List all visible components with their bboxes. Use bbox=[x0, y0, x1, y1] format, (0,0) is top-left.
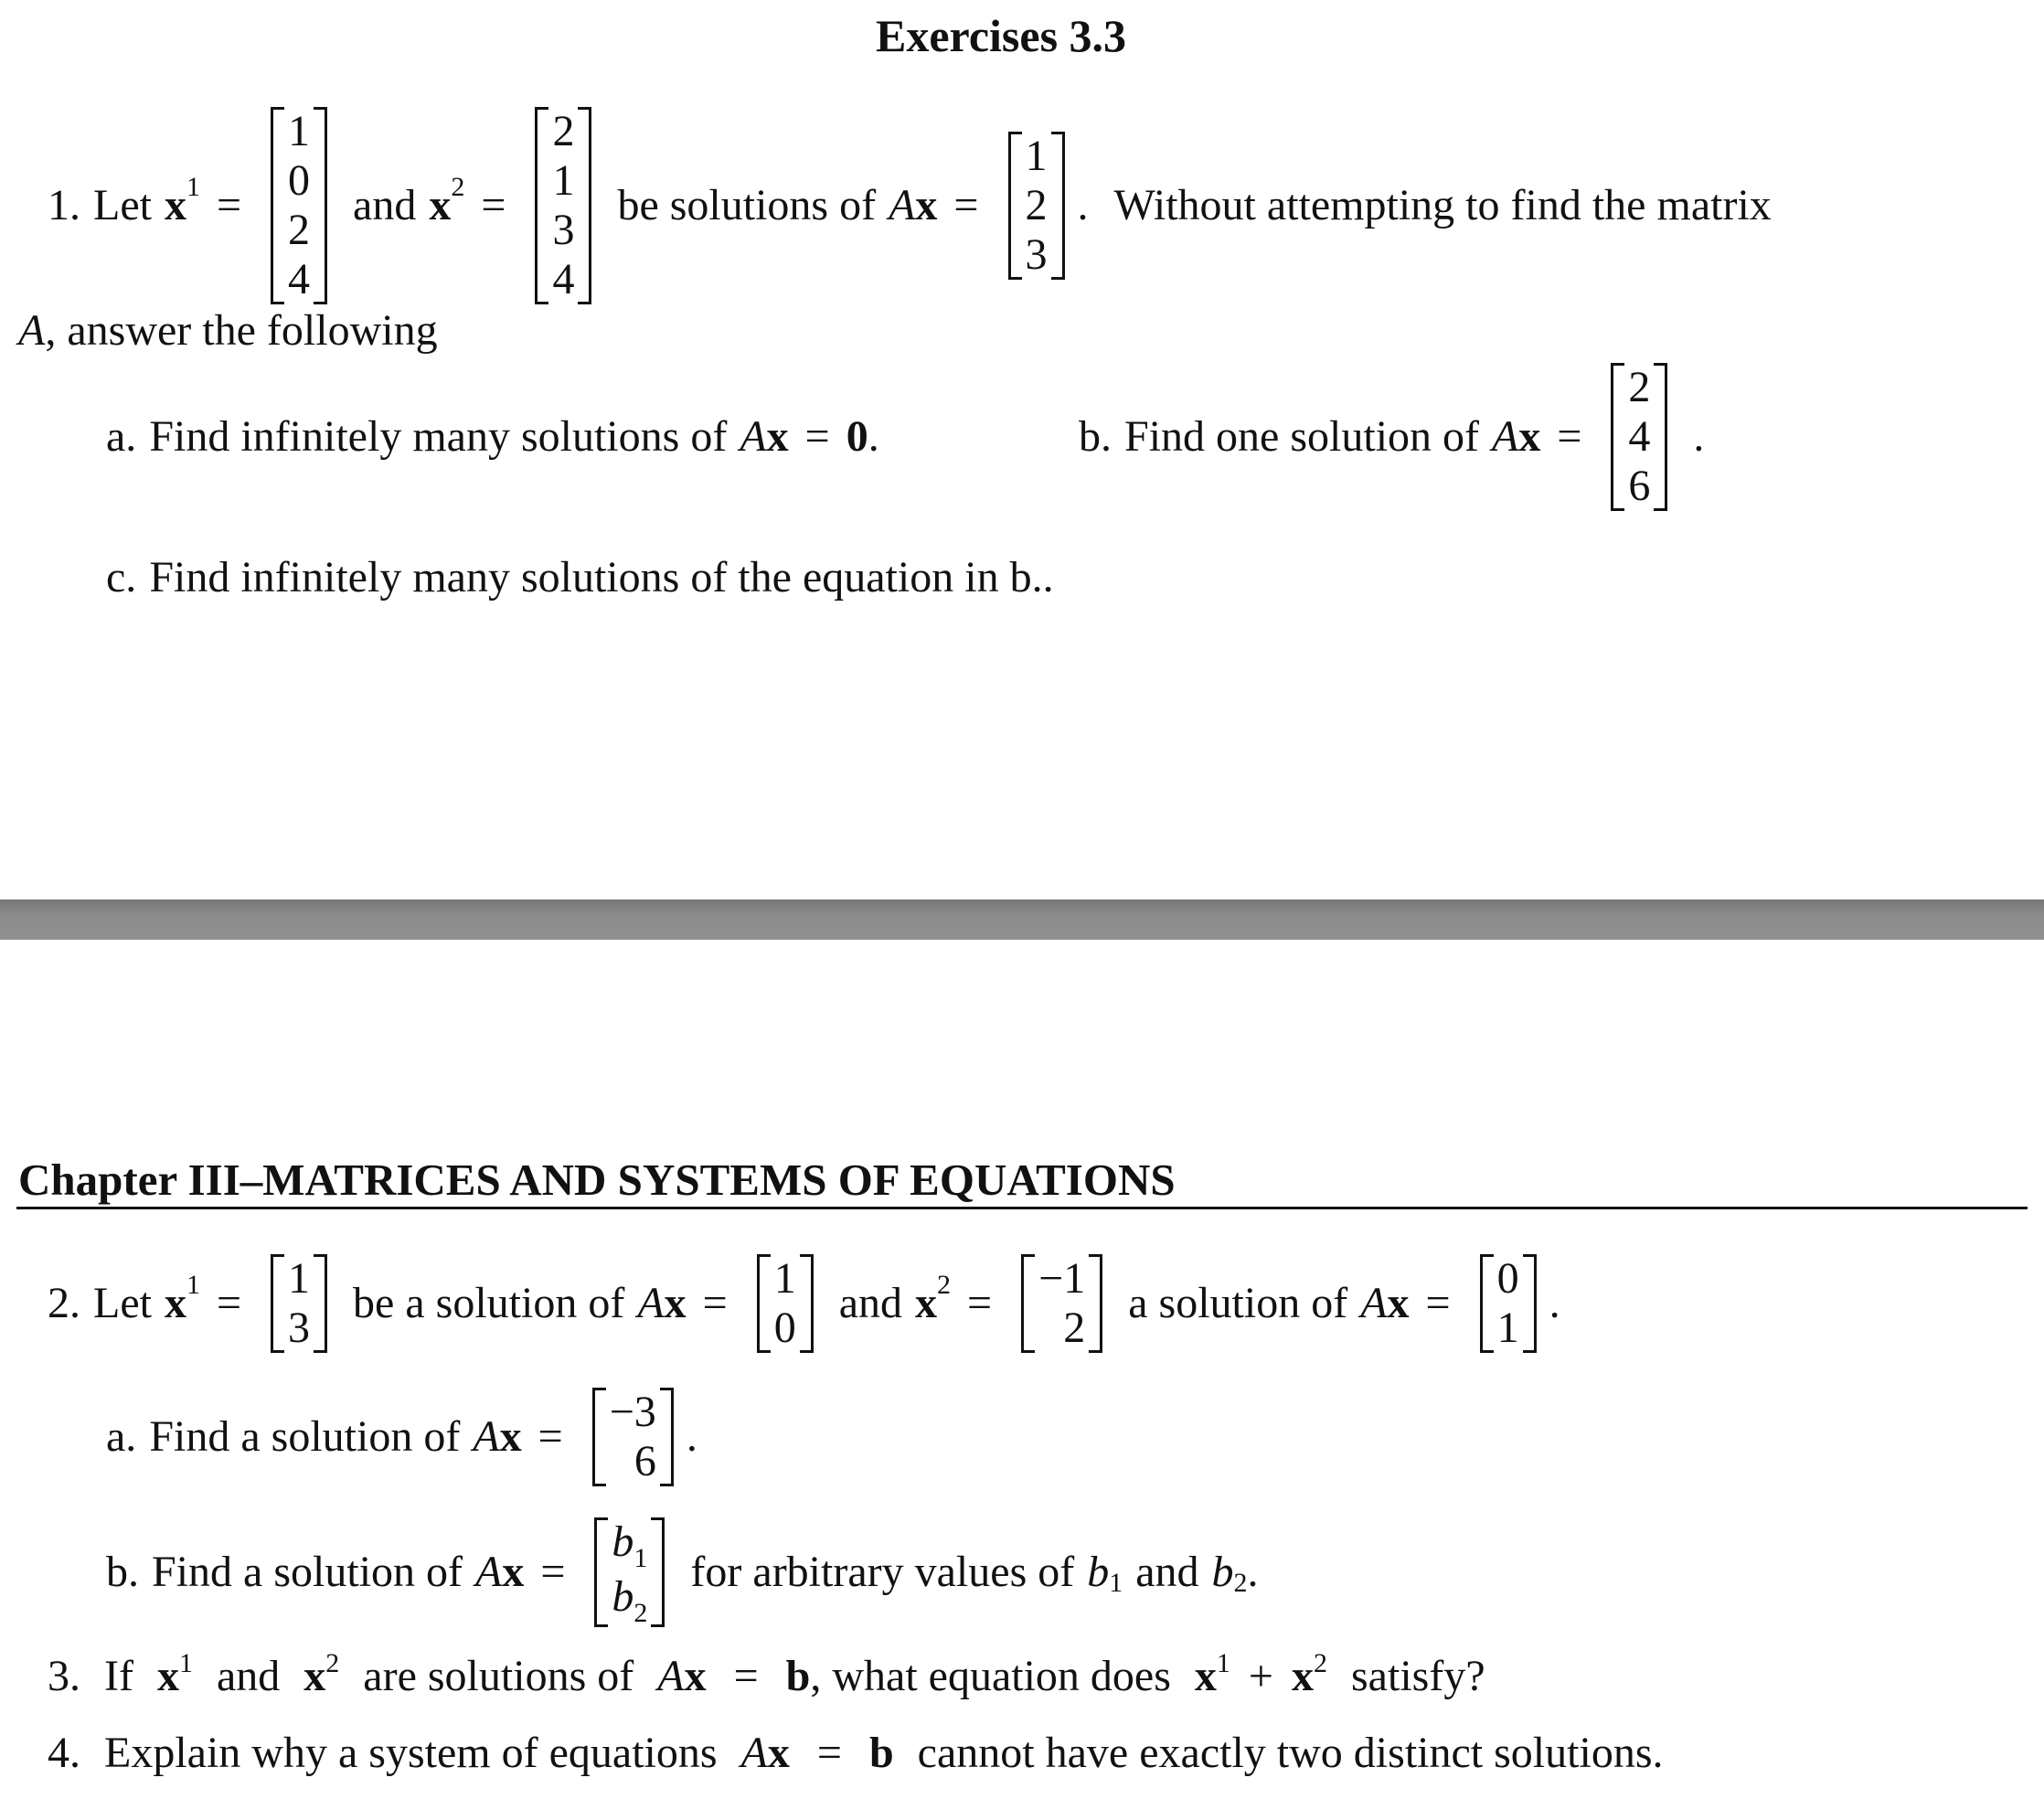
matrix-entry: 2 bbox=[552, 107, 575, 155]
matrix-A: A bbox=[1492, 412, 1519, 461]
chapter-header: Chapter III–MATRICES AND SYSTEMS OF EQUATIONS bbox=[18, 1155, 1176, 1205]
equals-sign: = bbox=[953, 181, 979, 229]
superscript: 2 bbox=[937, 1270, 952, 1300]
part-label: b. bbox=[106, 1548, 139, 1596]
matrix-x2 bbox=[535, 107, 591, 304]
zero-vector: 0 bbox=[846, 412, 868, 461]
equals-sign: = bbox=[216, 181, 242, 229]
symbol-b: b bbox=[1211, 1548, 1234, 1596]
vector-x: x bbox=[1387, 1279, 1410, 1327]
matrix-entry: 2 bbox=[1628, 363, 1651, 411]
word-let: Let bbox=[93, 1279, 152, 1327]
word-and: and bbox=[1135, 1548, 1199, 1596]
page-divider bbox=[0, 900, 2044, 940]
matrix-x1 bbox=[271, 1254, 327, 1353]
vector-b: b bbox=[868, 1729, 894, 1777]
vector-x: x bbox=[684, 1652, 707, 1700]
matrix-entry bbox=[597, 1517, 662, 1572]
vector-x: x bbox=[429, 181, 452, 229]
phrase: , what equation does bbox=[810, 1652, 1171, 1700]
equals-sign: = bbox=[804, 412, 830, 461]
matrix-b-symbolic bbox=[594, 1517, 665, 1627]
part-label: b. bbox=[1079, 412, 1112, 461]
period: . bbox=[1077, 181, 1089, 229]
matrix-x1 bbox=[271, 107, 327, 304]
problem-1c bbox=[106, 553, 1054, 601]
matrix-entry: 1 bbox=[288, 1254, 311, 1303]
matrix-A: A bbox=[1360, 1279, 1388, 1327]
part-label: a. bbox=[106, 412, 137, 461]
phrase: Without attempting to find the matrix bbox=[1113, 181, 1772, 229]
matrix-A: A bbox=[637, 1279, 665, 1327]
word-if: If bbox=[104, 1652, 133, 1700]
problem-number: 4. bbox=[48, 1729, 80, 1777]
matrix-entry: 0 bbox=[1496, 1254, 1519, 1303]
matrix-b bbox=[1611, 363, 1667, 511]
problem-1b bbox=[1079, 357, 1704, 517]
matrix-entry: 3 bbox=[552, 206, 575, 254]
equals-sign: = bbox=[538, 1412, 563, 1461]
matrix-entry: 4 bbox=[552, 255, 575, 303]
phrase: , answer the following bbox=[45, 306, 438, 355]
symbol-b: b bbox=[612, 1517, 634, 1566]
matrix-A: A bbox=[657, 1652, 685, 1700]
matrix-A: A bbox=[18, 306, 46, 355]
symbol-b: b bbox=[612, 1572, 634, 1621]
matrix-A: A bbox=[740, 1729, 768, 1777]
matrix-entry: −3 bbox=[609, 1388, 656, 1436]
vector-x: x bbox=[1194, 1652, 1217, 1700]
matrix-A: A bbox=[475, 1548, 503, 1596]
phrase: cannot have exactly two distinct solutions. bbox=[917, 1729, 1664, 1777]
matrix-entry bbox=[597, 1572, 662, 1627]
vector-x: x bbox=[915, 1279, 938, 1327]
phrase: Explain why a system of equations bbox=[104, 1729, 718, 1777]
vector-x: x bbox=[664, 1279, 687, 1327]
matrix-entry: 1 bbox=[288, 107, 311, 155]
phrase: Find a solution of bbox=[152, 1548, 463, 1596]
equals-sign: = bbox=[216, 1279, 242, 1327]
problem-1-line bbox=[48, 106, 1772, 305]
equals-sign: = bbox=[540, 1548, 566, 1596]
phrase: Find infinitely many solutions of the equation in b.. bbox=[149, 553, 1054, 601]
superscript: 2 bbox=[1314, 1648, 1327, 1678]
equals-sign: = bbox=[967, 1279, 993, 1327]
vector-x: x bbox=[499, 1412, 522, 1461]
subscript: 2 bbox=[1233, 1568, 1248, 1598]
matrix-entry: 6 bbox=[633, 1437, 656, 1485]
superscript: 1 bbox=[178, 1648, 193, 1678]
vector-x: x bbox=[1292, 1652, 1314, 1700]
period: . bbox=[1549, 1279, 1560, 1327]
problem-1a bbox=[106, 411, 879, 463]
vector-x: x bbox=[767, 1729, 790, 1777]
vector-b: b bbox=[785, 1652, 811, 1700]
problem-3 bbox=[48, 1648, 1485, 1700]
problem-number: 3. bbox=[48, 1652, 80, 1700]
matrix-entry: 4 bbox=[1628, 412, 1651, 461]
vector-x: x bbox=[303, 1652, 326, 1700]
period: . bbox=[1693, 412, 1705, 461]
matrix-entry: −1 bbox=[1038, 1254, 1086, 1303]
matrix-rhs1 bbox=[757, 1254, 814, 1353]
vector-x: x bbox=[164, 1279, 186, 1327]
matrix-entry: 2 bbox=[1063, 1304, 1086, 1352]
matrix-entry: 1 bbox=[773, 1254, 796, 1303]
part-label: a. bbox=[106, 1412, 137, 1461]
period: . bbox=[868, 412, 879, 461]
header-rule bbox=[16, 1207, 2028, 1209]
matrix-entry: 1 bbox=[552, 156, 575, 205]
phrase: be solutions of bbox=[617, 181, 877, 229]
vector-x: x bbox=[915, 181, 938, 229]
matrix-A: A bbox=[473, 1412, 500, 1461]
problem-2a bbox=[106, 1382, 697, 1492]
matrix-entry: 0 bbox=[773, 1304, 796, 1352]
equals-sign: = bbox=[1425, 1279, 1451, 1327]
matrix-rhs2 bbox=[1480, 1254, 1537, 1353]
phrase: Find a solution of bbox=[149, 1412, 461, 1461]
matrix-entry: 3 bbox=[288, 1304, 311, 1352]
word-let: Let bbox=[93, 181, 152, 229]
period: . bbox=[1247, 1548, 1259, 1596]
vector-x: x bbox=[766, 412, 789, 461]
part-label: c. bbox=[106, 553, 137, 601]
superscript: 1 bbox=[186, 1270, 200, 1300]
matrix-entry: 2 bbox=[1025, 181, 1048, 229]
equals-sign: = bbox=[816, 1729, 842, 1777]
equals-sign: = bbox=[702, 1279, 728, 1327]
superscript: 2 bbox=[451, 172, 465, 202]
matrix-a bbox=[592, 1388, 674, 1486]
problem-2b bbox=[106, 1517, 1259, 1627]
equals-sign: = bbox=[733, 1652, 759, 1700]
phrase: for arbitrary values of bbox=[690, 1548, 1075, 1596]
vector-x: x bbox=[156, 1652, 179, 1700]
word-and: and bbox=[216, 1652, 281, 1700]
matrix-rhs bbox=[1008, 132, 1065, 280]
symbol-b: b bbox=[1087, 1548, 1110, 1596]
page-title: Exercises 3.3 bbox=[876, 10, 1127, 61]
vector-x: x bbox=[164, 181, 186, 229]
phrase: are solutions of bbox=[363, 1652, 634, 1700]
subscript: 1 bbox=[1109, 1568, 1123, 1598]
problem-number: 2. bbox=[48, 1279, 80, 1327]
word-and: and bbox=[353, 181, 417, 229]
subscript: 2 bbox=[633, 1598, 648, 1628]
vector-x: x bbox=[1518, 412, 1541, 461]
problem-2-line bbox=[48, 1249, 1560, 1358]
phrase: satisfy? bbox=[1351, 1652, 1485, 1700]
superscript: 1 bbox=[1216, 1648, 1230, 1678]
phrase: be a solution of bbox=[353, 1279, 625, 1327]
matrix-entry: 6 bbox=[1628, 462, 1651, 510]
problem-number: 1. bbox=[48, 181, 80, 229]
matrix-x2 bbox=[1021, 1254, 1102, 1353]
word-and: and bbox=[838, 1279, 903, 1327]
equals-sign: = bbox=[1557, 412, 1582, 461]
matrix-entry: 3 bbox=[1025, 230, 1048, 279]
matrix-entry: 1 bbox=[1025, 132, 1048, 180]
superscript: 1 bbox=[186, 172, 200, 202]
problem-1-line-2 bbox=[18, 306, 438, 355]
phrase: Find one solution of bbox=[1124, 412, 1480, 461]
matrix-entry: 0 bbox=[288, 156, 311, 205]
matrix-entry: 4 bbox=[288, 255, 311, 303]
phrase: a solution of bbox=[1128, 1279, 1348, 1327]
problem-4 bbox=[48, 1731, 1664, 1775]
matrix-entry: 2 bbox=[288, 206, 311, 254]
matrix-A: A bbox=[889, 181, 916, 229]
superscript: 2 bbox=[325, 1648, 340, 1678]
period: . bbox=[686, 1412, 697, 1461]
equals-sign: = bbox=[481, 181, 506, 229]
subscript: 1 bbox=[633, 1543, 648, 1573]
phrase: Find infinitely many solutions of bbox=[149, 412, 728, 461]
matrix-A: A bbox=[740, 412, 767, 461]
matrix-entry: 1 bbox=[1496, 1304, 1519, 1352]
plus-sign: + bbox=[1248, 1652, 1273, 1700]
vector-x: x bbox=[502, 1548, 525, 1596]
